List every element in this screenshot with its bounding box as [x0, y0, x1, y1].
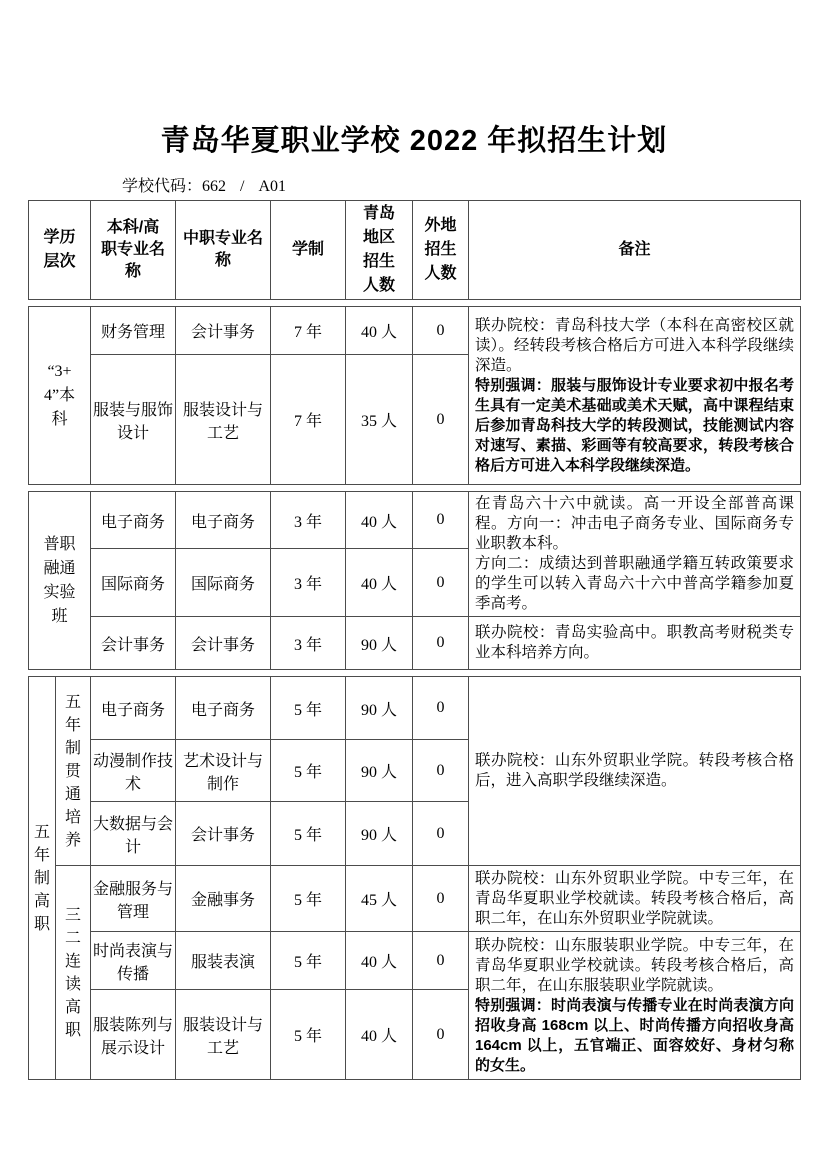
remark-text: 方向二：成绩达到普职融通学籍互转政策要求的学生可以转入青岛六十六中普高学籍参加夏季高考。	[475, 555, 794, 612]
nonlocal-quota-cell: 0	[413, 740, 469, 802]
school-code-separator: /	[240, 178, 245, 195]
college-major-cell: 电子商务	[91, 677, 176, 740]
remark-emphasis-text: 特别强调：时尚表演与传播专业在时尚表演方向招收身高 168cm 以上、时尚传播方向招收身高 164cm 以上，五官端正、面容姣好、身材匀称的女生。	[475, 996, 794, 1074]
nonlocal-quota-cell: 0	[413, 355, 469, 485]
secondary-major-cell: 服装表演	[176, 932, 271, 990]
nonlocal-quota-cell: 0	[413, 932, 469, 990]
qingdao-quota-cell: 35 人	[346, 355, 413, 485]
college-major-cell: 国际商务	[91, 549, 176, 617]
duration-cell: 5 年	[271, 932, 346, 990]
level-cell: 五年制高职	[29, 677, 56, 1080]
nonlocal-quota-cell: 0	[413, 990, 469, 1080]
college-major-cell: 财务管理	[91, 307, 176, 355]
duration-cell: 7 年	[271, 307, 346, 355]
nonlocal-quota-cell: 0	[413, 492, 469, 549]
college-major-cell: 会计事务	[91, 617, 176, 670]
school-code-line	[122, 173, 286, 196]
college-major-cell: 电子商务	[91, 492, 176, 549]
header-duration: 学制	[271, 201, 346, 300]
secondary-major-cell: 国际商务	[176, 549, 271, 617]
duration-cell: 5 年	[271, 677, 346, 740]
header-row	[29, 201, 801, 300]
secondary-major-cell: 会计事务	[176, 802, 271, 866]
remark-cell	[469, 932, 801, 1080]
header-qingdao-quota: 青岛地区招生人数	[346, 201, 413, 300]
duration-cell: 7 年	[271, 355, 346, 485]
header-remark: 备注	[469, 201, 801, 300]
school-code-value2: A01	[258, 178, 287, 195]
remark-cell	[469, 866, 801, 932]
table-row	[29, 677, 801, 740]
remark-text: 在青岛六十六中就读。高一开设全部普高课程。方向一：冲击电子商务专业、国际商务专业职教本科。	[475, 495, 794, 552]
header-college-major: 本科/高职专业名称	[91, 201, 176, 300]
duration-cell: 3 年	[271, 617, 346, 670]
level-cell: “3+4”本科	[29, 307, 91, 485]
sublevel-cell: 三二连读高职	[56, 866, 91, 1080]
enrollment-table	[28, 200, 800, 1086]
college-major-cell: 服装陈列与展示设计	[91, 990, 176, 1080]
remark-text: 联办院校：山东外贸职业学院。中专三年，在青岛华夏职业学校就读。转段考核合格后，高职二年，在山东外贸职业学院就读。	[475, 869, 794, 927]
nonlocal-quota-cell: 0	[413, 617, 469, 670]
college-major-cell: 时尚表演与传播	[91, 932, 176, 990]
remark-text: 联办院校：青岛科技大学（本科在高密校区就读）。经转段考核合格后方可进入本科学段继续深造。	[475, 316, 794, 374]
college-major-cell: 大数据与会计	[91, 802, 176, 866]
secondary-major-cell: 会计事务	[176, 307, 271, 355]
college-major-cell: 服装与服饰设计	[91, 355, 176, 485]
secondary-major-cell: 艺术设计与制作	[176, 740, 271, 802]
nonlocal-quota-cell: 0	[413, 866, 469, 932]
duration-cell: 5 年	[271, 740, 346, 802]
remark-text: 联办院校：山东服装职业学院。中专三年，在青岛华夏职业学校就读。转段考核合格后，高职二年，在山东服装职业学院就读。	[475, 936, 794, 994]
college-major-cell: 金融服务与管理	[91, 866, 176, 932]
table-row	[29, 307, 801, 355]
section-wunianzhi	[28, 676, 801, 1080]
school-code-label: 学校代码：	[122, 178, 203, 195]
sublevel-cell: 五年制贯通培养	[56, 677, 91, 866]
duration-cell: 5 年	[271, 866, 346, 932]
table-row	[29, 617, 801, 670]
qingdao-quota-cell: 40 人	[346, 990, 413, 1080]
secondary-major-cell: 电子商务	[176, 492, 271, 549]
remark-emphasis-text: 特别强调：服装与服饰设计专业要求初中报名考生具有一定美术基础或美术天赋，高中课程结束后参加青岛科技大学的转段测试，技能测试内容对速写、素描、彩画等有较高要求，转段考核合格后方可进入本科学段继续深造。	[475, 376, 794, 474]
table-row	[29, 932, 801, 990]
table-row	[29, 492, 801, 549]
duration-cell: 3 年	[271, 492, 346, 549]
header-level: 学历层次	[29, 201, 91, 300]
qingdao-quota-cell: 40 人	[346, 307, 413, 355]
qingdao-quota-cell: 90 人	[346, 617, 413, 670]
secondary-major-cell: 服装设计与工艺	[176, 990, 271, 1080]
duration-cell: 3 年	[271, 549, 346, 617]
qingdao-quota-cell: 45 人	[346, 866, 413, 932]
remark-cell	[469, 677, 801, 866]
duration-cell: 5 年	[271, 802, 346, 866]
qingdao-quota-cell: 90 人	[346, 740, 413, 802]
nonlocal-quota-cell: 0	[413, 307, 469, 355]
remark-cell	[469, 492, 801, 617]
secondary-major-cell: 会计事务	[176, 617, 271, 670]
school-code-value: 662	[202, 178, 227, 195]
remark-cell	[469, 617, 801, 670]
qingdao-quota-cell: 40 人	[346, 932, 413, 990]
qingdao-quota-cell: 90 人	[346, 802, 413, 866]
qingdao-quota-cell: 40 人	[346, 549, 413, 617]
secondary-major-cell: 金融事务	[176, 866, 271, 932]
qingdao-quota-cell: 90 人	[346, 677, 413, 740]
remark-text: 联办院校：青岛实验高中。职教高考财税类专业本科培养方向。	[475, 624, 794, 661]
level-cell: 普职融通实验班	[29, 492, 91, 670]
table-header	[28, 200, 801, 300]
remark-cell	[469, 307, 801, 485]
header-nonlocal-quota: 外地招生人数	[413, 201, 469, 300]
table-row	[29, 866, 801, 932]
page-title: 青岛华夏职业学校 2022 年拟招生计划	[160, 125, 668, 157]
section-puzhi-rongtong	[28, 491, 801, 670]
secondary-major-cell: 电子商务	[176, 677, 271, 740]
header-secondary-major: 中职专业名称	[176, 201, 271, 300]
section-3plus4	[28, 306, 801, 485]
secondary-major-cell: 服装设计与工艺	[176, 355, 271, 485]
remark-text: 联办院校：山东外贸职业学院。转段考核合格后，进入高职学段继续深造。	[475, 752, 794, 789]
nonlocal-quota-cell: 0	[413, 549, 469, 617]
college-major-cell: 动漫制作技术	[91, 740, 176, 802]
nonlocal-quota-cell: 0	[413, 802, 469, 866]
qingdao-quota-cell: 40 人	[346, 492, 413, 549]
nonlocal-quota-cell: 0	[413, 677, 469, 740]
duration-cell: 5 年	[271, 990, 346, 1080]
